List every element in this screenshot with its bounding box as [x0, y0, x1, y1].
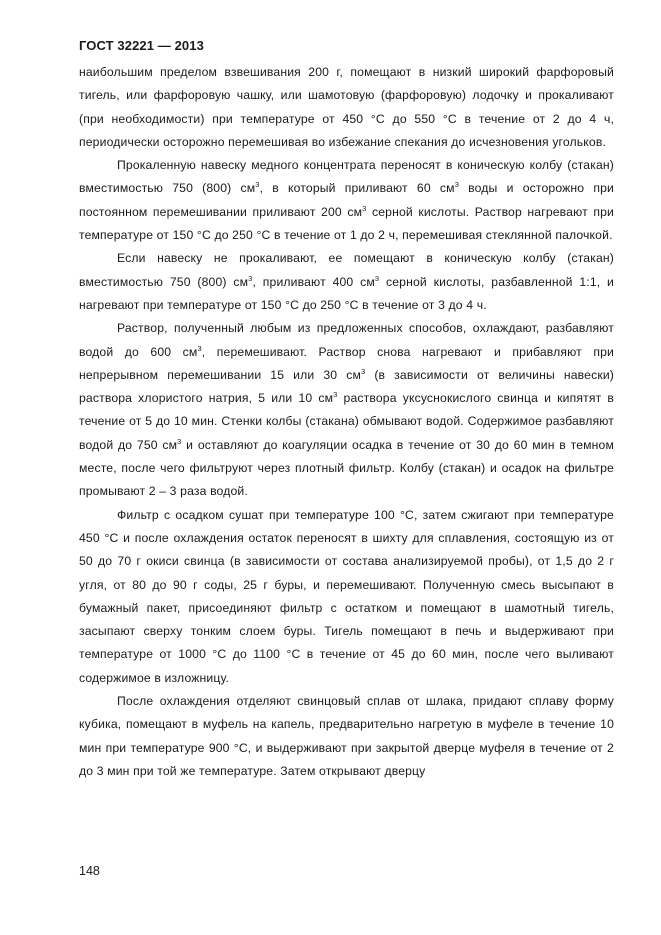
- text-run: Фильтр с осадком сушат при температуре 100 °С, затем сжигают при температуре 450 °С и после охлаждения остаток переносят в шихту для сплавления, состоящую из от 50 до 70 г окиси свинца (в зависимости от состава анализируемой пробы), от 1,5 до 2 г угля, от 80 до 90 г соды, 25 г буры, и перемешивают. Полученную смесь высыпают в бумажный пакет, присоединяют фильтр с остатком и помещают в шамотный тигель, засыпают сверху тонким слоем буры. Тигель помещают в печь и выдерживают при температуре от 1000 °С до 1100 °С в течение от 45 до 60 мин, после чего выливают содержимое в изложницу.: [79, 507, 614, 685]
- text-run: (в зависимости от величины навески) раствора хлористого натрия, 5 или 10 см: [79, 367, 614, 406]
- superscript: 3: [197, 343, 202, 353]
- text-run: наибольшим пределом взвешивания 200 г, помещают в низкий широкий фарфоровый тигель, или фарфоровую чашку, или шамотовую (фарфоровую) лодочку и прокаливают (при необходимости) при температуре от 450 °С до 550 °С в течение от 2 до 4 ч, периодически осторожно перемешивая во избежание спекания до исчезновения угольков.: [79, 65, 614, 149]
- superscript: 3: [255, 180, 260, 190]
- text-run: Если навеску не прокаливают, ее помещают в коническую колбу (стакан) вместимостью 750 (800) см: [79, 251, 614, 289]
- text-run: и оставляют до коагуляции осадка в течение от 30 до 60 мин в темном месте, после чего фильтруют через плотный фильтр. Колбу (стакан) и осадок на фильтре промывают 2 – 3 раза водой.: [79, 437, 614, 499]
- text-run: Прокаленную навеску медного концентрата переносят в коническую колбу (стакан) вместимостью 750 (800) см: [79, 158, 614, 196]
- text-run: , приливают 400 см: [252, 274, 375, 289]
- document-body: [79, 61, 614, 783]
- text-run: раствора уксуснокислого свинца и кипятят в течение от 5 до 10 мин. Стенки колбы (стакана) обмывают водой. Содержимое разбавляют водой до 750 см: [79, 391, 614, 452]
- text-run: , перемешивают. Раствор снова нагревают и прибавляют при непрерывном перемешивании 15 или 30 см: [79, 344, 615, 382]
- text-run: После охлаждения отделяют свинцовый сплав от шлака, придают сплаву форму кубика, помещают в муфель на капель, предварительно нагретую в муфеле в течение 10 мин при температуре 900 °С, и выдерживают при закрытой дверце муфеля в течение от 2 до 3 мин при той же температуре. Затем открывают дверцу: [79, 694, 614, 778]
- superscript: 3: [248, 273, 253, 283]
- text-run: серной кислоты. Раствор нагревают при температуре от 150 °С до 250 °С в течение от 1 до 2 ч, перемешивая стеклянной палочкой.: [79, 204, 615, 243]
- superscript: 3: [454, 180, 460, 190]
- superscript: 3: [374, 273, 380, 283]
- superscript: 3: [333, 390, 338, 400]
- text-run: серной кислоты, разбавленной 1:1, и нагревают при температуре от 150 °С до 250 °С в течение от 3 до 4 ч.: [79, 274, 615, 312]
- text-run: , в который приливают 60 см: [259, 181, 455, 196]
- superscript: 3: [177, 436, 182, 446]
- superscript: 3: [362, 203, 367, 213]
- superscript: 3: [360, 366, 366, 376]
- paragraph-4: [79, 317, 614, 503]
- paragraph-6: [79, 690, 614, 783]
- page-number: 148: [79, 864, 100, 878]
- paragraph-3: [79, 247, 614, 317]
- text-run: воды и осторожно при постоянном перемешивании приливают 200 см: [79, 181, 614, 219]
- paragraph-1: [79, 61, 614, 154]
- paragraph-2: [79, 154, 614, 247]
- document-header: ГОСТ 32221 — 2013: [79, 38, 204, 53]
- text-run: Раствор, полученный любым из предложенных способов, охлаждают, разбавляют водой до 600 см: [79, 321, 614, 359]
- paragraph-5: [79, 504, 614, 690]
